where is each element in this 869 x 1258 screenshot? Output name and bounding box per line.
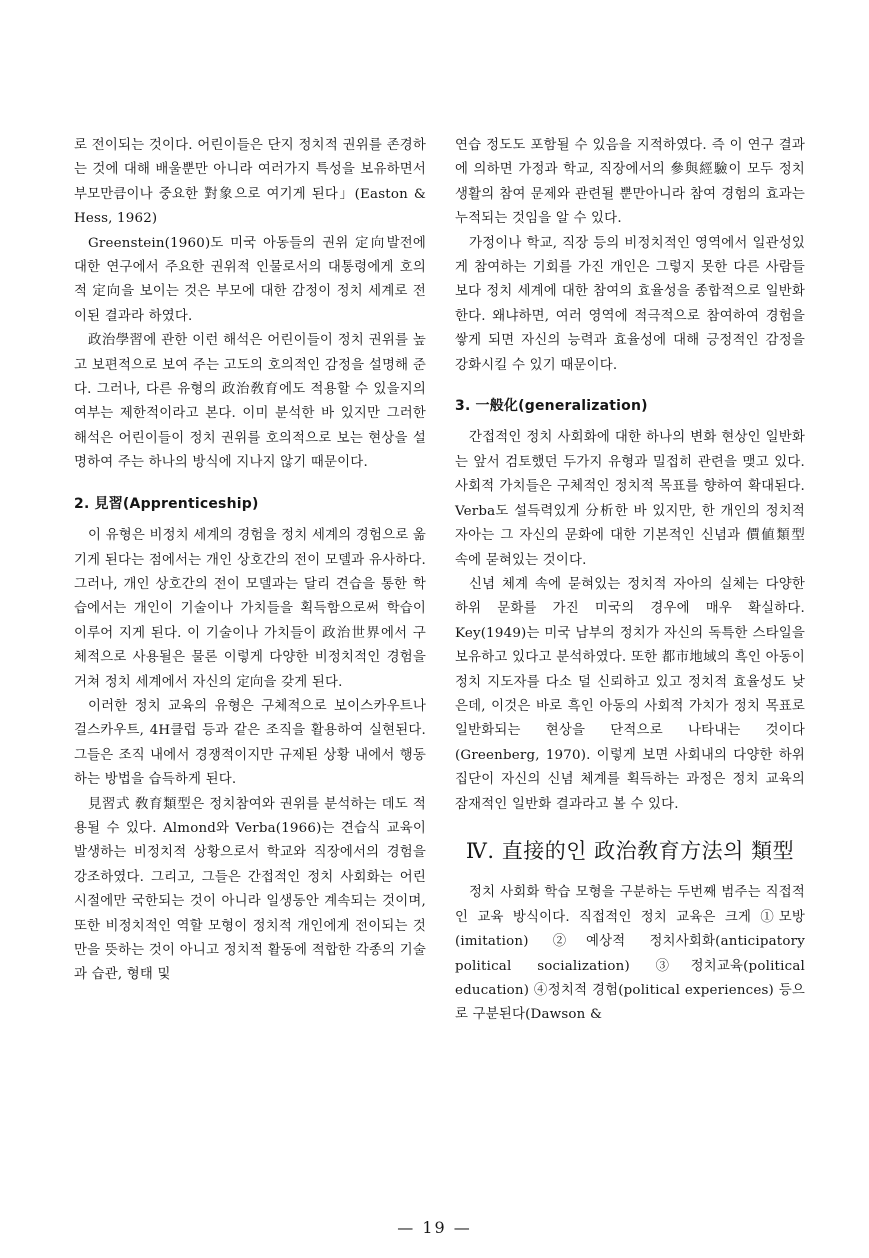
paragraph: 간접적인 정치 사회화에 대한 하나의 변화 현상인 일반화는 앞서 검토했던 두가지 유형과 밀접히 관련을 맺고 있다. 사회적 가치들은 구체적인 정치적 목표를 향하여 확대된다. Verba도 설득력있게 分析한 바 있지만, 한 개인의 정치적 자아는 그 자신의 문화에 대한 기본적인 신념과 價値類型 속에 묻혀있는 것이다. <box>455 430 805 568</box>
paragraph: 로 전이되는 것이다. 어린이들은 단지 정치적 권위를 존경하는 것에 대해 배울뿐만 아니라 여러가지 특성을 보유하면서 부모만큼이나 중요한 對象으로 여기게 된다」(Easton & Hess, 1962) <box>74 138 426 227</box>
paragraph: 가정이나 학교, 직장 등의 비정치적인 영역에서 일관성있게 참여하는 기회를 가진 개인은 그렇지 못한 다른 사람들 보다 정치 세계에 대한 참여의 효율성을 종합적으로 일반화한다. 왜냐하면, 여러 영역에 적극적으로 참여하여 경험을 쌓게 되면 자신의 능력과 효율성에 대해 긍정적인 감정을 강화시킬 수 있기 때문이다. <box>455 235 805 373</box>
section-heading: 3. 一般化(generalization) <box>455 398 648 415</box>
page-number: — 19 — <box>397 1218 472 1237</box>
paragraph: 신념 체계 속에 묻혀있는 정치적 자아의 실체는 다양한 하위 문화를 가진 미국의 경우에 매우 확실하다. Key(1949)는 미국 남부의 정치가 자신의 독특한 스타일을 보유하고 있다고 분석하였다. 또한 都市地域의 흑인 아동이 정치 지도자를 다소 덜 신뢰하고 있고 정치적 효율성도 낮은데, 이것은 바로 흑인 아동의 사회적 가치가 정치 목표로 일반화되는 현상을 단적으로 나타내는 것이다(Greenberg, 1970). 이렇게 보면 사회내의 다양한 하위 집단이 자신의 신념 체계를 획득하는 과정은 정치 교육의 잠재적인 일반화 결과라고 볼 수 있다. <box>455 576 805 812</box>
chapter-heading: Ⅳ. 直接的인 政治敎育方法의 類型 <box>465 838 795 863</box>
right-column <box>455 134 805 1028</box>
paragraph: 政治學習에 관한 이런 해석은 어린이들이 정치 권위를 높고 보편적으로 보여 주는 고도의 호의적인 감정을 설명해 준다. 그러나, 다른 유형의 政治敎育에도 적용할 수 있을지의 여부는 제한적이라고 본다. 이미 분석한 바 있지만 그러한 해석은 어린이들이 정치 권위를 호의적으로 보는 현상을 설명하여 주는 하나의 방식에 지나지 않기 때문이다. <box>74 333 426 471</box>
paragraph: 연습 정도도 포함될 수 있음을 지적하였다. 즉 이 연구 결과에 의하면 가정과 학교, 직장에서의 參與經驗이 모두 정치 생활의 참여 문제와 관련될 뿐만아니라 참여 경험의 효과는 누적되는 것임을 알 수 있다. <box>455 138 805 227</box>
paragraph: Greenstein(1960)도 미국 아동들의 권위 定向발전에 대한 연구에서 주요한 권위적 인물로서의 대통령에게 호의적 定向을 보이는 것은 부모에 대한 감정이 정치 세계로 전이된 결과라 하였다. <box>74 235 426 324</box>
paragraph: 이러한 정치 교육의 유형은 구체적으로 보이스카우트나 걸스카우트, 4H클럽 등과 같은 조직을 활용하여 실현된다. 그들은 조직 내에서 경쟁적이지만 규제된 상황 내에서 행동하는 방법을 습득하게 된다. <box>74 698 426 788</box>
paragraph: 見習式 敎育類型은 정치참여와 권위를 분석하는 데도 적용될 수 있다. Almond와 Verba(1966)는 견습식 교육이 발생하는 비정치적 상황으로서 학교와 직장에서의 경험을 강조하였다. 그리고, 그들은 간접적인 정치 사회화는 어린 시절에만 국한되는 것이 아니라 일생동안 계속되는 것이며, 또한 비정치적인 역할 모형이 정치적 개인에게 전이되는 것만을 뜻하는 것이 아니고 정치적 활동에 적합한 각종의 기술과 습관, 형태 및 <box>74 796 426 983</box>
left-column <box>74 134 426 988</box>
paragraph: 정치 사회화 학습 모형을 구분하는 두번째 범주는 직접적인 교육 방식이다. 직접적인 정치 교육은 크게 ①모방(imitation) ②예상적 정치사회화(anticipatory political socialization) ③정치교육(political education) ④정치적 경험(political experiences) 등으로 구분된다(Dawson & <box>455 885 805 1023</box>
section-heading: 2. 見習(Apprenticeship) <box>74 495 259 512</box>
paragraph: 이 유형은 비정치 세계의 경험을 정치 세계의 경험으로 옮기게 된다는 점에서는 개인 상호간의 전이 모델과 유사하다. 그러나, 개인 상호간의 전이 모델과는 달리 견습을 통한 학습에서는 개인이 기술이나 가치들을 획득함으로써 학습이 이루어 지게 된다. 이 기술이나 가치들이 政治世界에서 구체적으로 사용될은 물론 이렇게 다양한 비정치적인 경험을 거쳐 정치 세계에서 자신의 定向을 갖게 된다. <box>74 528 426 690</box>
